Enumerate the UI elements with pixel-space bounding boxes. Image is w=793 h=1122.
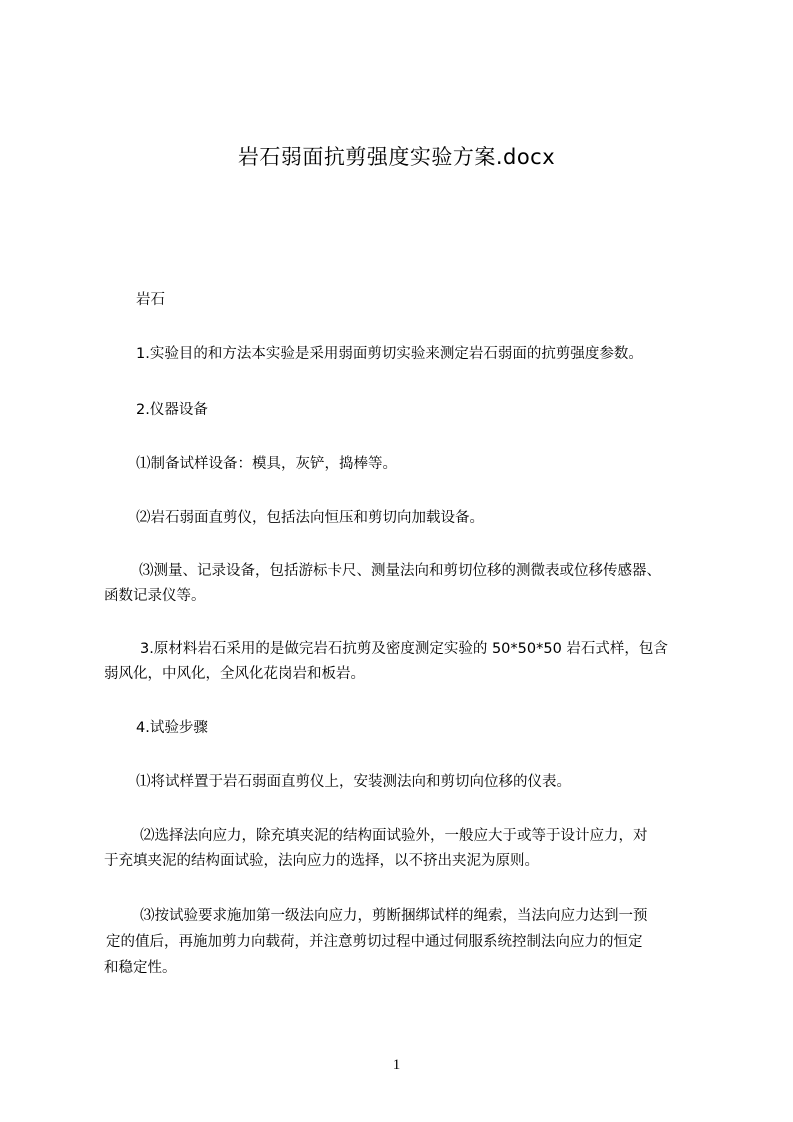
paragraph-line: 函数记录仪等。 [104, 588, 206, 604]
paragraph-line: ⑶按试验要求施加第一级法向应力，剪断捆绑试样的绳索，当法向应力达到一预 [140, 908, 648, 924]
paragraph-section-3-line-2 [104, 662, 365, 686]
paragraph-line: ⑵岩石弱面直剪仪，包括法向恒压和剪切向加载设备。 [136, 510, 484, 526]
paragraph-line: ⑶测量、记录设备，包括游标卡尺、测量法向和剪切位移的测微表或位移传感器、 [139, 563, 661, 579]
paragraph-item-2-1 [136, 452, 397, 476]
paragraph-line: 弱风化，中风化，全风化花岗岩和板岩。 [104, 666, 365, 682]
paragraph-line: 4.试验步骤 [136, 720, 208, 736]
paragraph-item-4-3-line-3 [104, 956, 177, 980]
paragraph-item-2-3-line-2 [104, 584, 206, 608]
paragraph-line: ⑵选择法向应力，除充填夹泥的结构面试验外，一般应大于或等于设计应力，对 [140, 828, 648, 844]
paragraph-line: 定的值后，再施加剪力向载荷，并注意剪切过程中通过伺服系统控制法向应力的恒定 [106, 934, 643, 950]
paragraph-line: 3.原材料岩石采用的是做完岩石抗剪及密度测定实验的 50*50*50 岩石式样，包含 [140, 641, 668, 657]
paragraph-item-2-3-line-1 [139, 559, 661, 583]
paragraph-line: ⑴制备试样设备：模具，灰铲，捣棒等。 [136, 456, 397, 472]
paragraph-item-2-2 [136, 506, 484, 530]
paragraph-item-4-3-line-2 [106, 930, 643, 954]
paragraph-section-4 [136, 716, 208, 740]
paragraph-item-4-1 [136, 770, 571, 794]
paragraph-section-1 [136, 342, 643, 366]
paragraph-line: 岩石 [136, 292, 165, 308]
paragraph-line: 1.实验目的和方法本实验是采用弱面剪切实验来测定岩石弱面的抗剪强度参数。 [136, 346, 643, 362]
paragraph-line: ⑴将试样置于岩石弱面直剪仪上，安装测法向和剪切向位移的仪表。 [136, 774, 571, 790]
paragraph-section-2 [136, 398, 208, 422]
document-title: 岩石弱面抗剪强度实验方案.docx [237, 145, 556, 169]
paragraph-section-3-line-1 [140, 637, 668, 661]
page-number: 1 [392, 1057, 401, 1073]
paragraph-item-4-3-line-1 [140, 904, 648, 928]
paragraph-item-4-2-line-1 [140, 824, 648, 848]
paragraph-line: 于充填夹泥的结构面试验，法向应力的选择，以不挤出夹泥为原则。 [104, 853, 539, 869]
paragraph-line: 2.仪器设备 [136, 402, 208, 418]
paragraph-item-4-2-line-2 [104, 849, 539, 873]
paragraph-line: 和稳定性。 [104, 960, 177, 976]
paragraph-rock-heading [136, 288, 165, 312]
